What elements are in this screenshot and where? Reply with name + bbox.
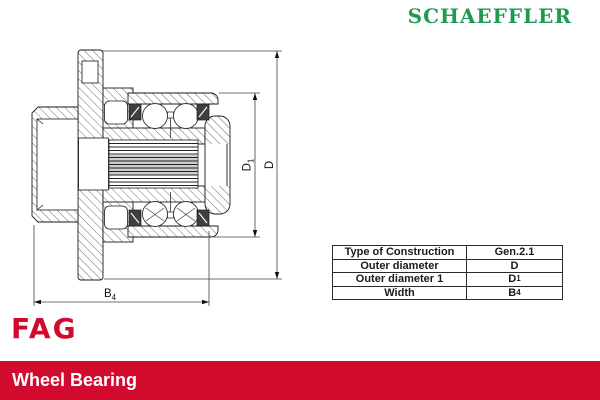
ball [143,202,168,227]
end-cap-bore [206,144,230,186]
spec-value-text: D [508,273,517,286]
spec-value-text: Gen.2.1 [494,246,535,259]
table-row [333,272,562,286]
schaeffler-logo: SCHAEFFLER [407,4,572,28]
spec-value-text: B [508,286,517,299]
spec-value: B 4 [508,286,521,299]
ball [143,104,168,129]
spec-value: D 1 [508,273,521,286]
ball [174,202,199,227]
spline-bore [109,140,198,188]
seal-groove-bottom [105,206,128,229]
table-row [333,246,562,259]
spec-label: Outer diameter [333,260,467,273]
spec-value [467,246,562,259]
bolt-hole [82,61,98,83]
spec-label: Width [333,287,467,300]
page-title: Wheel Bearing [12,370,138,390]
outer-ring-top [128,93,218,104]
outer-ring-bottom [128,226,218,237]
dimension-label-b4: $B_4$ [104,288,117,302]
spec-label: Outer diameter 1 [333,273,467,286]
table-row [333,286,562,300]
spec-value [467,260,562,273]
dimension-label-d1: $D_1$ [241,158,256,172]
spec-value-text: D [510,259,519,272]
spec-label: Type of Construction [333,246,467,259]
spec-table [332,245,563,300]
table-row [333,259,562,273]
footer-title-bar [0,361,600,400]
ball [174,104,199,129]
dimension-label-d: D [264,160,276,170]
pilot-bore [37,119,78,210]
fag-logo: FAG [11,312,78,345]
seal-groove-top [105,101,128,124]
hub-bore [79,138,109,190]
